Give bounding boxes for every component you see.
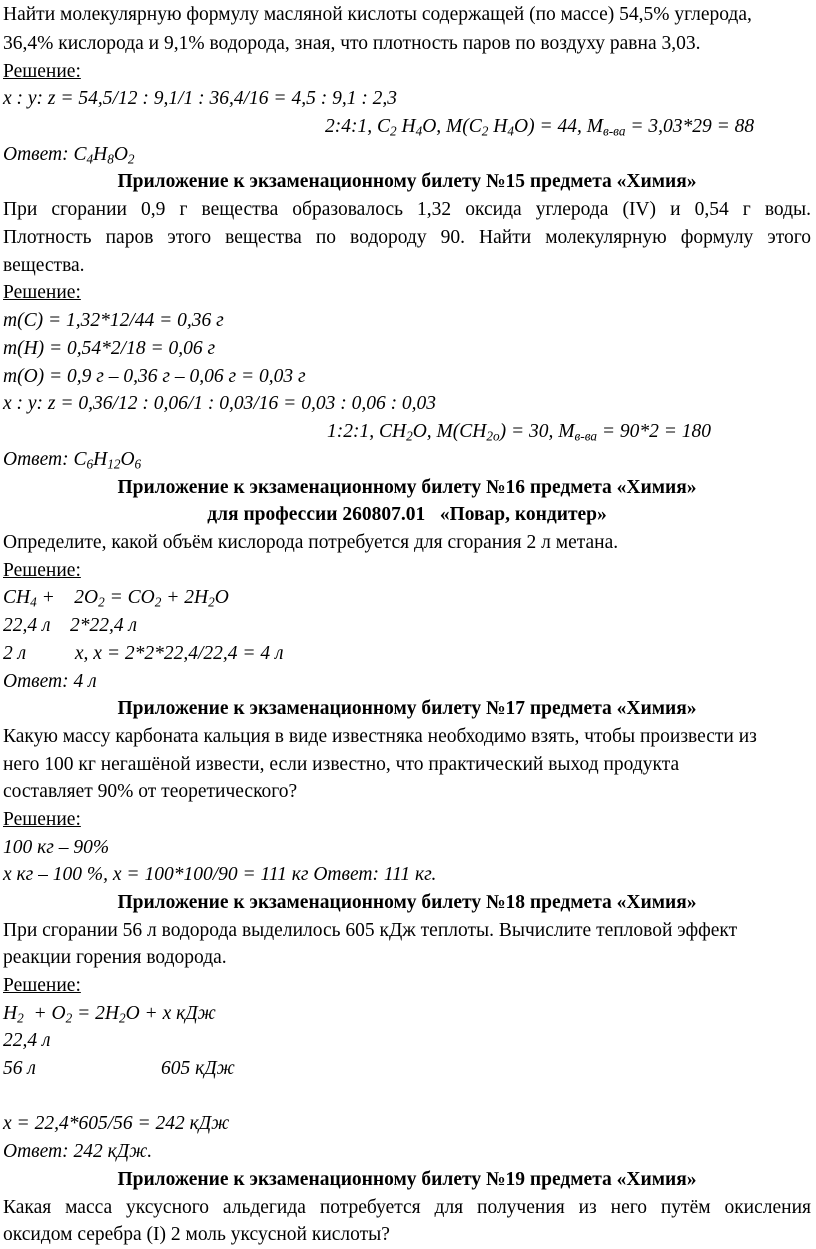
calculation-line: 22,4 л 2*22,4 л <box>3 615 138 636</box>
problem-text-line: оксидом серебра (I) 2 моль уксусной кислоты? <box>3 1224 390 1245</box>
solution-label: Решение: <box>3 809 81 830</box>
calculation-line: 2:4:1, $C_2$ $H_4O$, $M(C_2$ $H_4O) = 44$, $M_{в-ва} = 3,03*29 = 88$ <box>325 116 755 139</box>
answer-line: Ответ: 242 кДж. <box>3 1141 153 1162</box>
section-heading: Приложение к экзаменационному билету №17 предмета «Химия» <box>117 698 697 719</box>
solution-label: Решение: <box>3 61 81 82</box>
problem-text-line: Найти молекулярную формулу масляной кислоты содержащей (по массе) 54,5% углерода, <box>3 4 752 25</box>
answer-line: Ответ: $C_6H_{12}O_6$ <box>3 449 142 472</box>
answer-line: Ответ: 4 л <box>3 671 97 692</box>
calculation-line: 56 л <box>3 1058 36 1079</box>
section-heading: Приложение к экзаменационному билету №19 предмета «Химия» <box>117 1169 697 1190</box>
calculation-value: 605 кДж <box>161 1058 235 1079</box>
calculation-line: 2 л x, x = 2*2*22,4/22,4 = 4 л <box>3 643 284 664</box>
solution-label: Решение: <box>3 282 81 303</box>
problem-text-line: Плотность паров этого вещества по водороду 90. Найти молекулярную формулу этого <box>3 227 811 248</box>
problem-text-line: Определите, какой объём кислорода потребуется для сгорания 2 л метана. <box>3 532 619 553</box>
section-subheading: для профессии 260807.01 «Повар, кондитер» <box>207 504 607 525</box>
calculation-line: x : y: z = 54,5/12 : 9,1/1 : 36,4/16 = 4,5 : 9,1 : 2,3 <box>3 88 398 109</box>
problem-text-line: При сгорании 56 л водорода выделилось 605 кДж теплоты. Вычислите тепловой эффект <box>3 920 738 941</box>
solution-label: Решение: <box>3 560 81 581</box>
calculation-line: 22,4 л <box>3 1030 51 1051</box>
equation-line: $H_2 + O_2 = 2H_2O + x$ кДж <box>3 1003 216 1026</box>
calculation-line: x = 22,4*605/56 = 242 кДж <box>3 1113 230 1134</box>
answer-line: Ответ: $C_4H_8O_2$ <box>3 144 135 167</box>
problem-text-line: составляет 90% от теоретического? <box>3 781 298 802</box>
calculation-line: x : y: z = 0,36/12 : 0,06/1 : 0,03/16 = 0,03 : 0,06 : 0,03 <box>3 393 437 414</box>
equation-line: $CH_4$ + $2O_2 = CO_2 + 2H_2O$ <box>3 587 229 610</box>
calculation-line: x кг – 100 %, x = 100*100/90 = 111 кг Ответ: 111 кг. <box>3 864 437 885</box>
problem-text-line: 36,4% кислорода и 9,1% водорода, зная, что плотность паров по воздуху равна 3,03. <box>3 33 701 54</box>
calculation-line: m(H) = 0,54*2/18 = 0,06 г <box>3 338 216 359</box>
section-heading: Приложение к экзаменационному билету №18 предмета «Химия» <box>117 892 697 913</box>
problem-text-line: реакции горения водорода. <box>3 947 227 968</box>
problem-text-line: При сгорании 0,9 г вещества образовалось 1,32 оксида углерода (IV) и 0,54 г воды. <box>3 199 811 220</box>
calculation-line: m(C) = 1,32*12/44 = 0,36 г <box>3 310 224 331</box>
problem-text-line: вещества. <box>3 255 85 276</box>
problem-text-line: Какая масса уксусного альдегида потребуется для получения из него путём окисления <box>3 1197 811 1218</box>
problem-text-line: Какую массу карбоната кальция в виде известняка необходимо взять, чтобы произвести из <box>3 726 757 747</box>
calculation-line: 100 кг – 90% <box>3 837 110 858</box>
calculation-line: m(O) = 0,9 г – 0,36 г – 0,06 г = 0,03 г <box>3 366 306 387</box>
section-heading: Приложение к экзаменационному билету №16 предмета «Химия» <box>117 477 697 498</box>
calculation-line: 1:2:1, $CH_2O$, $M(CH_{2о}) = 30$, $M_{в-ва} = 90*2 = 180$ <box>327 421 712 444</box>
section-heading: Приложение к экзаменационному билету №15 предмета «Химия» <box>117 171 697 192</box>
solution-label: Решение: <box>3 975 81 996</box>
problem-text-line: него 100 кг негашёной извести, если известно, что практический выход продукта <box>3 754 680 775</box>
